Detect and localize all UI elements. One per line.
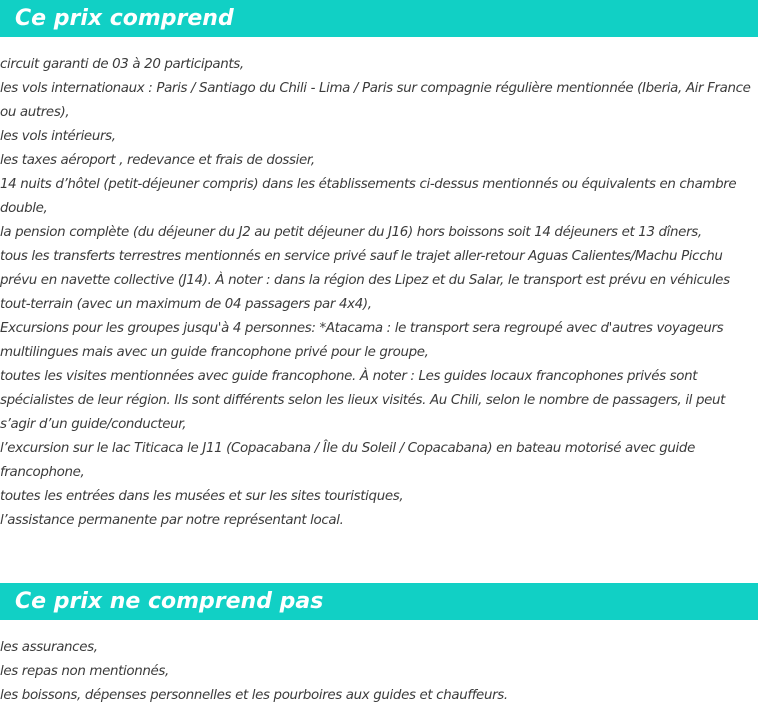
- list-item: les vols intérieurs,: [0, 129, 116, 144]
- included-items-list: [0, 53, 758, 533]
- excluded-items-list: [0, 636, 758, 708]
- list-item: circuit garanti de 03 à 20 participants,: [0, 57, 244, 72]
- list-item: Excursions pour les groupes jusqu'à 4 personnes: *Atacama : le transport sera regroupé avec d'autres voyageurs multilingues mais avec un guide francophone privé pour le groupe,: [0, 321, 724, 360]
- list-item: toutes les entrées dans les musées et sur les sites touristiques,: [0, 489, 404, 504]
- list-item: toutes les visites mentionnées avec guide francophone. À noter : Les guides locaux francophones privés sont spécialistes de leur région. Ils sont différents selon les lieux visités. Au Chili, selon le nombre de passagers, il peut s’agir d’un guide/conducteur,: [0, 369, 726, 432]
- section-header-included: Ce prix comprend: [0, 0, 758, 37]
- list-item: les repas non mentionnés,: [0, 664, 169, 679]
- list-item: tous les transferts terrestres mentionnés en service privé sauf le trajet aller-retour Aguas Calientes/Machu Picchu prévu en navette collective (J14). À noter : dans la région des Lipez et du Salar, le transport est prévu en véhicules tout-terrain (avec un maximum de 04 passagers par 4x4),: [0, 249, 730, 312]
- list-item: les taxes aéroport , redevance et frais de dossier,: [0, 153, 315, 168]
- list-item: l’assistance permanente par notre représentant local.: [0, 513, 344, 528]
- list-item: 14 nuits d’hôtel (petit-déjeuner compris) dans les établissements ci-dessus mentionnés ou équivalents en chambre double,: [0, 177, 737, 216]
- list-item: les assurances,: [0, 640, 98, 655]
- list-item: l’excursion sur le lac Titicaca le J11 (Copacabana / Île du Soleil / Copacabana) en bateau motorisé avec guide francophone,: [0, 441, 695, 480]
- list-item: les vols internationaux : Paris / Santiago du Chili - Lima / Paris sur compagnie régulière mentionnée (Iberia, Air France ou autres),: [0, 81, 751, 120]
- section-header-excluded: Ce prix ne comprend pas: [0, 583, 758, 620]
- list-item: les boissons, dépenses personnelles et les pourboires aux guides et chauffeurs.: [0, 688, 508, 703]
- list-item: la pension complète (du déjeuner du J2 au petit déjeuner du J16) hors boissons soit 14 déjeuners et 13 dîners,: [0, 225, 702, 240]
